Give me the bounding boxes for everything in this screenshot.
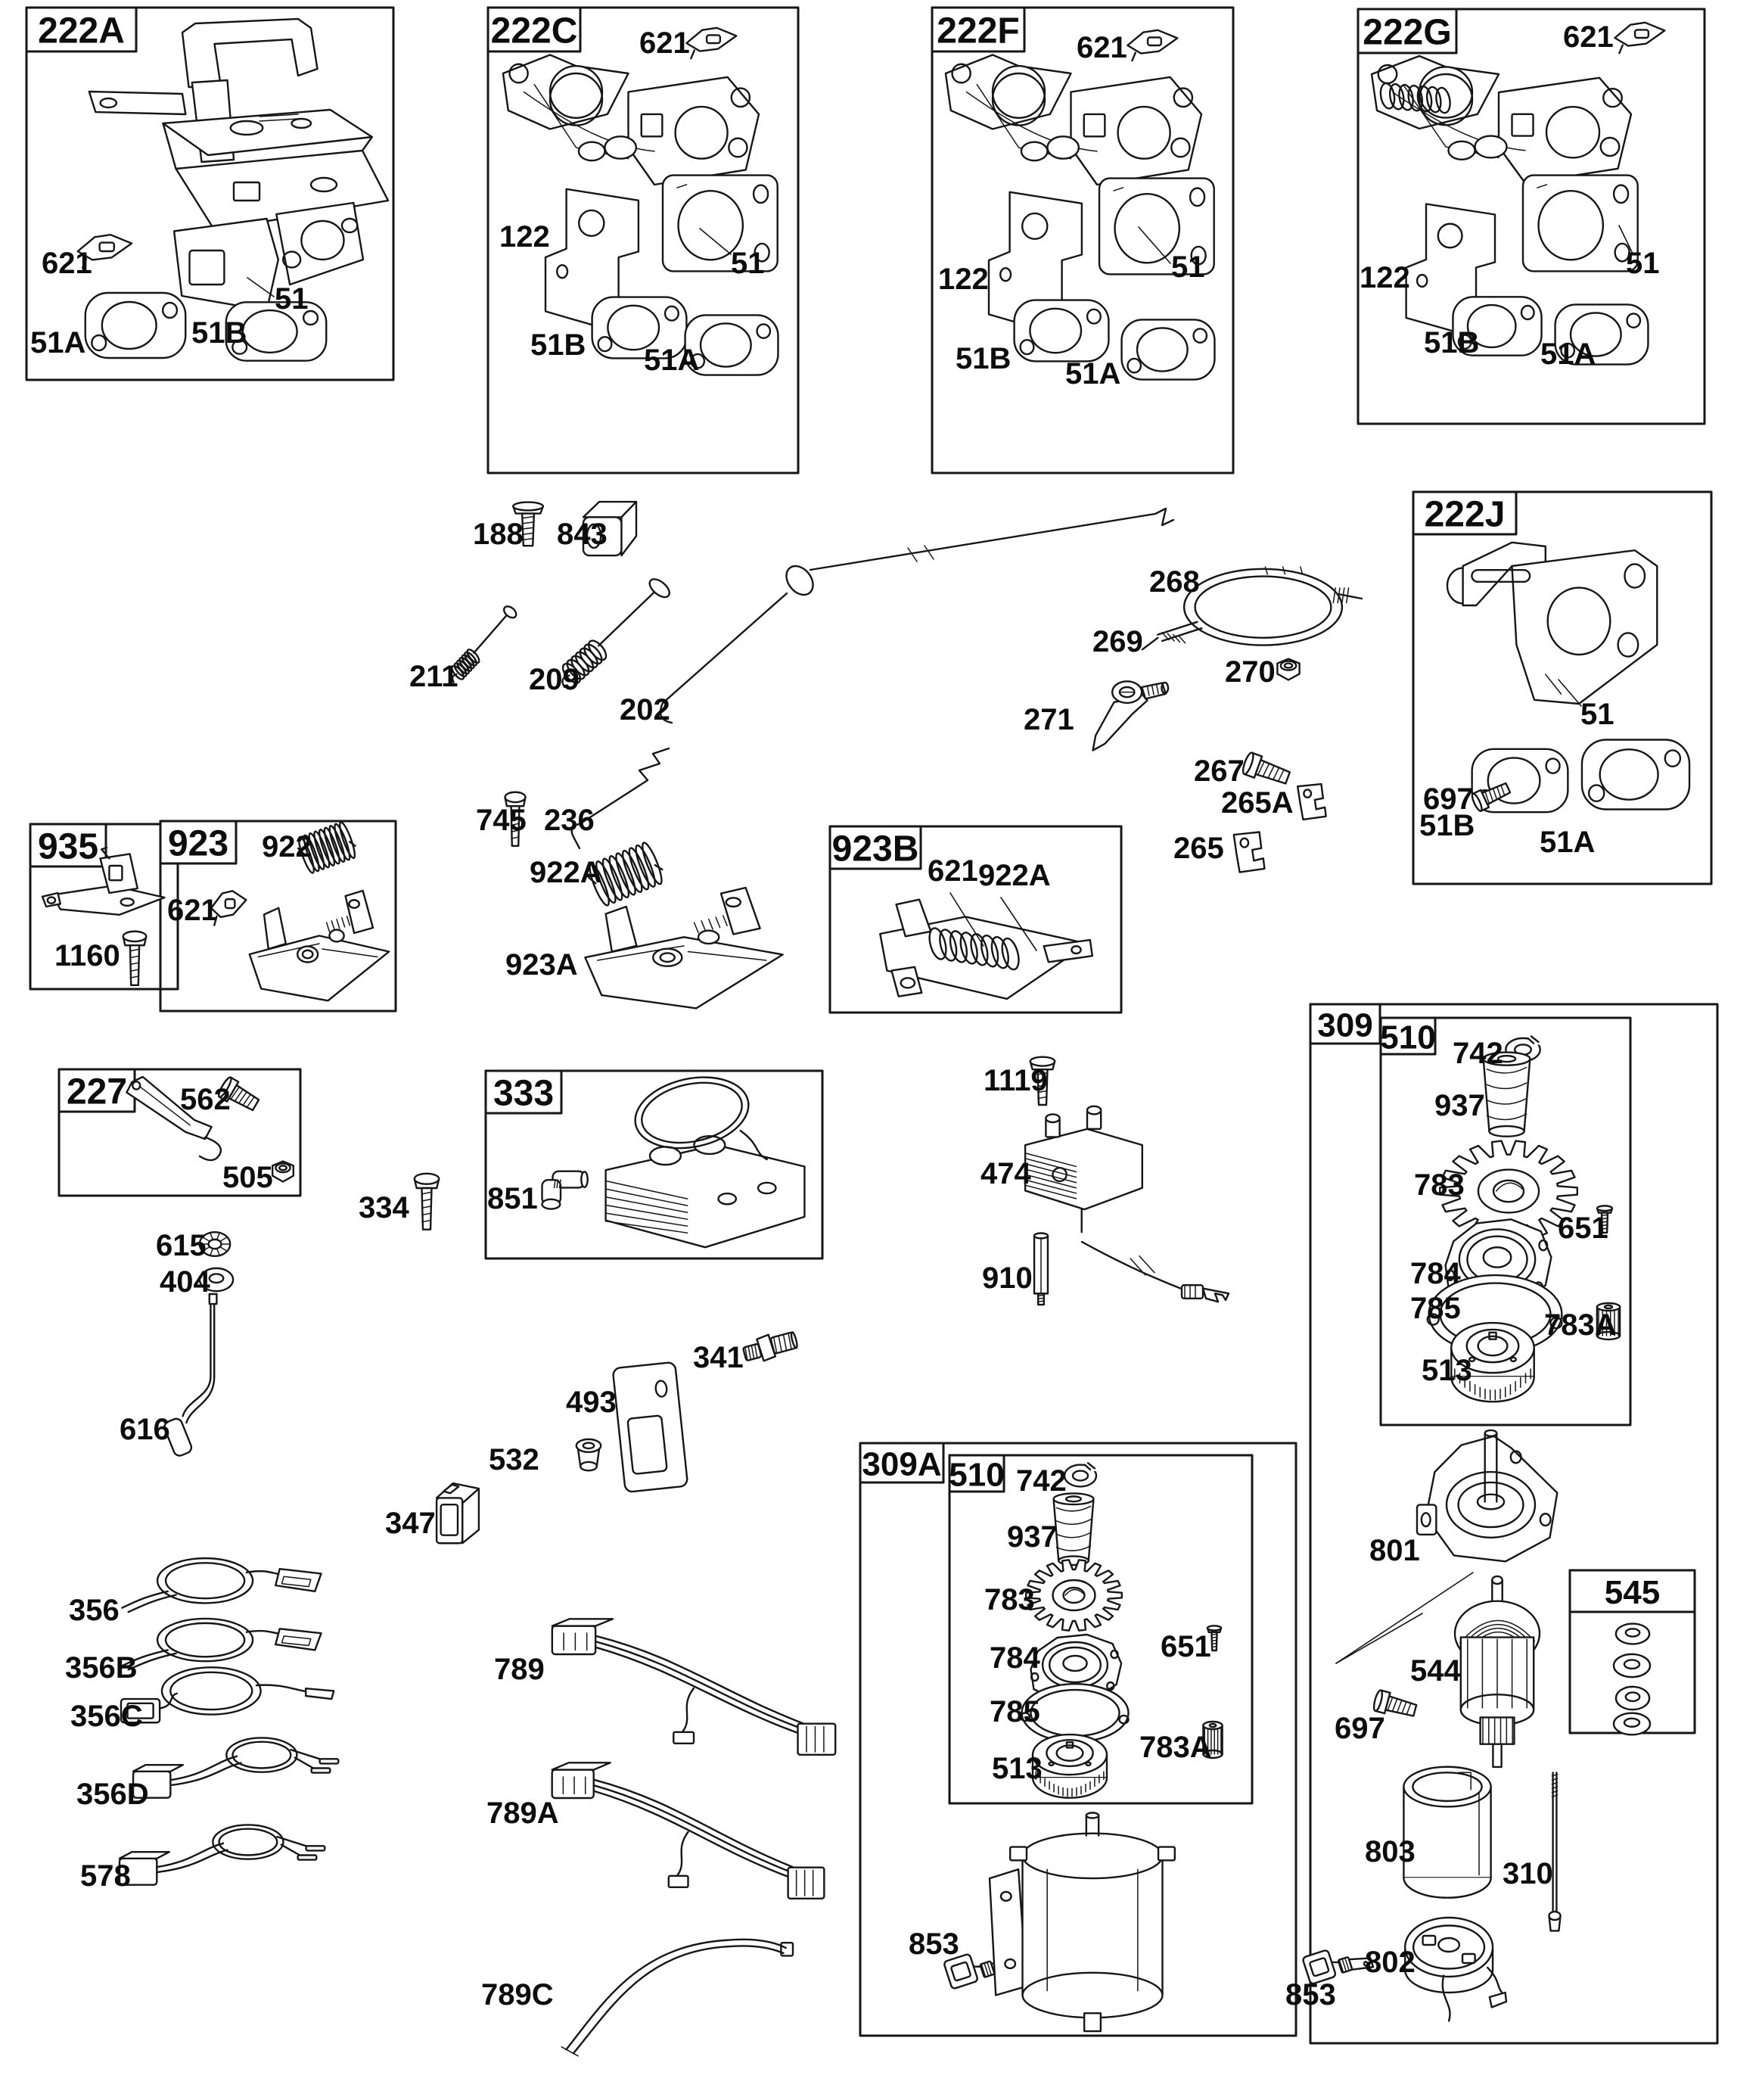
figure-washer-545-icon [1614, 1654, 1650, 1677]
figure-cover-plate-493-icon [613, 1362, 688, 1492]
part-label-802: 802 [1365, 1946, 1416, 1979]
part-label-853: 853 [1285, 1978, 1336, 2011]
part-label-922A: 922A [978, 859, 1051, 892]
section-label-309: 309 [1317, 1006, 1373, 1044]
section-label-923: 923 [167, 823, 229, 864]
part-label-562: 562 [180, 1083, 231, 1116]
part-label-513: 513 [1422, 1354, 1472, 1387]
figure-armature-lead-icon [1082, 1242, 1229, 1302]
figure-control-bracket-923-icon [250, 891, 389, 1000]
part-label-784: 784 [990, 1641, 1040, 1675]
part-label-937: 937 [1434, 1089, 1485, 1122]
part-label-341: 341 [693, 1341, 744, 1374]
figure-through-bolt-310-icon [1549, 1772, 1561, 1930]
part-label-268: 268 [1149, 565, 1200, 599]
figure-bracket-assembly-222G-icon [1372, 56, 1631, 183]
part-label-1119: 1119 [984, 1064, 1048, 1097]
figure-retainer-742-icon [1064, 1461, 1097, 1487]
part-label-356D: 356D [76, 1778, 149, 1811]
figure-stop-switch-347-icon [437, 1483, 479, 1543]
part-label-202: 202 [620, 693, 670, 726]
part-label-742: 742 [1016, 1464, 1067, 1498]
figure-washer-545-icon [1616, 1687, 1649, 1710]
figure-wire-356C-icon [121, 1667, 334, 1722]
part-label-267: 267 [1194, 754, 1245, 788]
figure-lever-271-icon [1093, 681, 1168, 750]
leader-line [1336, 1613, 1422, 1663]
figure-screw-334-icon [415, 1174, 439, 1230]
figure-washer-545-icon [1616, 1624, 1649, 1644]
section-label-545: 545 [1604, 1574, 1661, 1611]
part-label-651: 651 [1558, 1212, 1608, 1245]
figure-starter-motor-309A-icon [990, 1812, 1175, 2031]
figure-fitting-341-icon [741, 1328, 799, 1365]
part-label-236: 236 [544, 804, 595, 837]
part-label-51A: 51A [30, 326, 86, 359]
part-label-265A: 265A [1221, 786, 1294, 820]
part-label-513: 513 [992, 1752, 1043, 1785]
part-label-783A: 783A [1544, 1308, 1617, 1342]
section-label-333: 333 [493, 1073, 555, 1114]
figure-gear-housing-801-icon [1417, 1430, 1557, 1561]
figure-control-bracket-923B-icon [880, 900, 1092, 999]
part-label-51: 51 [1580, 698, 1614, 731]
part-label-265: 265 [1173, 832, 1224, 865]
section-label-227: 227 [66, 1072, 128, 1112]
part-label-51B: 51B [191, 316, 247, 350]
part-label-578: 578 [80, 1859, 131, 1893]
section-label-222F: 222F [937, 11, 1020, 51]
section-label-510-309A: 510 [949, 1456, 1005, 1494]
part-label-853: 853 [909, 1927, 959, 1961]
section-label-923B: 923B [831, 829, 919, 870]
part-label-271: 271 [1024, 703, 1074, 736]
part-label-209: 209 [529, 663, 580, 696]
part-label-51: 51 [731, 247, 765, 280]
part-label-51B: 51B [956, 342, 1012, 375]
part-label-789A: 789A [486, 1797, 559, 1830]
part-label-621: 621 [639, 26, 690, 60]
figure-grommet-532-icon [576, 1439, 601, 1470]
part-label-334: 334 [359, 1191, 409, 1224]
part-label-697: 697 [1335, 1712, 1385, 1745]
part-label-742: 742 [1453, 1037, 1503, 1070]
part-label-621: 621 [928, 854, 978, 888]
part-label-122: 122 [1360, 261, 1410, 294]
section-label-309A: 309A [862, 1445, 942, 1483]
figure-casing-clamp-265-icon [1234, 832, 1265, 873]
part-label-789: 789 [494, 1653, 545, 1686]
part-label-51A: 51A [1540, 338, 1596, 371]
part-label-843: 843 [557, 518, 608, 551]
part-label-51B: 51B [530, 328, 586, 362]
figure-motor-armature-544-icon [1455, 1576, 1540, 1767]
part-label-923A: 923A [505, 948, 578, 982]
figure-governor-crank-616-icon [163, 1294, 216, 1458]
part-label-783A: 783A [1139, 1731, 1212, 1764]
section-label-222A: 222A [38, 11, 125, 51]
figure-cable-789C-icon [561, 1940, 793, 2056]
part-label-621: 621 [42, 247, 92, 280]
figure-control-bracket-923A-icon [585, 888, 782, 1008]
figure-screw-267-icon [1241, 751, 1291, 789]
part-label-51B: 51B [1424, 326, 1480, 359]
part-label-922A: 922A [530, 856, 602, 889]
figure-gasket-51A-icon [85, 293, 185, 358]
figure-ignition-armature-333-icon [606, 1068, 805, 1248]
figure-armature-474-icon [1025, 1106, 1142, 1232]
part-label-1160: 1160 [54, 939, 120, 972]
section-label-222C: 222C [490, 11, 578, 51]
part-label-51: 51 [1626, 247, 1660, 280]
part-label-269: 269 [1092, 625, 1143, 658]
part-label-745: 745 [476, 804, 527, 837]
section-label-222G: 222G [1363, 12, 1452, 53]
figure-harness-789-icon [552, 1619, 835, 1754]
part-label-801: 801 [1369, 1534, 1420, 1567]
part-label-356: 356 [69, 1594, 120, 1627]
figure-gear-783-icon [1026, 1560, 1122, 1630]
figure-harness-789A-icon [552, 1762, 825, 1898]
part-label-616: 616 [120, 1413, 170, 1446]
part-label-505: 505 [222, 1161, 273, 1194]
section-label-222J: 222J [1424, 494, 1506, 535]
part-label-51B: 51B [1419, 809, 1475, 842]
figure-nut-505-icon [272, 1162, 294, 1182]
figure-bracket-222J-icon [1447, 543, 1657, 704]
figure-wire-578-icon [120, 1825, 325, 1884]
part-label-51A: 51A [1540, 826, 1596, 859]
part-label-493: 493 [566, 1386, 617, 1419]
figure-wire-356B-icon [122, 1619, 321, 1669]
section-label-935: 935 [37, 826, 99, 867]
part-label-621: 621 [1077, 31, 1127, 64]
part-label-697: 697 [1423, 782, 1474, 816]
part-label-910: 910 [982, 1262, 1033, 1295]
figure-casing-clamp-265A-icon [1297, 784, 1325, 820]
part-label-922: 922 [262, 830, 312, 863]
part-label-532: 532 [489, 1443, 539, 1476]
part-label-785: 785 [990, 1695, 1040, 1728]
part-label-51: 51 [275, 282, 309, 316]
part-label-270: 270 [1225, 655, 1276, 689]
part-label-783: 783 [984, 1583, 1035, 1616]
part-label-347: 347 [385, 1507, 436, 1540]
part-label-122: 122 [499, 220, 550, 254]
figure-terminal-boot-851-icon [542, 1171, 588, 1209]
figure-wire-356-icon [122, 1558, 321, 1612]
figure-gasket-51A-icon [1122, 319, 1215, 379]
figure-clip-621-icon [1127, 30, 1177, 61]
part-label-356B: 356B [65, 1651, 138, 1685]
part-label-803: 803 [1365, 1835, 1416, 1868]
part-label-51A: 51A [644, 344, 700, 377]
part-label-851: 851 [487, 1182, 538, 1215]
part-label-51: 51 [1171, 250, 1205, 284]
part-label-404: 404 [160, 1265, 210, 1299]
figure-standoff-910-icon [1034, 1234, 1048, 1305]
figure-gasket-51A-icon [1582, 739, 1689, 809]
figure-wire-356D-icon [133, 1738, 338, 1797]
figure-worm-gear-937-icon [1054, 1493, 1094, 1565]
figure-bracket-assembly-222F-icon [946, 55, 1201, 185]
figure-washer-545-icon [1614, 1713, 1650, 1735]
figure-governor-link-202-icon [660, 509, 1173, 723]
part-label-651: 651 [1161, 1630, 1211, 1663]
part-label-783: 783 [1414, 1168, 1465, 1202]
part-label-937: 937 [1007, 1520, 1058, 1554]
part-label-615: 615 [156, 1229, 207, 1262]
section-label-510-309: 510 [1380, 1019, 1436, 1056]
figure-clip-621-icon [1614, 23, 1664, 53]
part-label-122: 122 [938, 263, 989, 296]
figure-spring-link-211-icon [450, 604, 518, 682]
leader-line [1336, 1573, 1473, 1663]
part-label-474: 474 [981, 1157, 1031, 1190]
figure-gasket-51B-icon [1015, 300, 1109, 362]
part-label-310: 310 [1503, 1857, 1553, 1890]
figure-screw-1160-icon [123, 932, 147, 985]
part-label-211: 211 [409, 660, 458, 693]
figure-nut-270-icon [1277, 659, 1299, 680]
part-label-785: 785 [1410, 1292, 1461, 1325]
part-label-356C: 356C [70, 1700, 143, 1733]
part-label-51A: 51A [1065, 357, 1121, 390]
part-label-544: 544 [1410, 1654, 1461, 1688]
part-label-188: 188 [473, 518, 524, 551]
figure-gasket-51-icon [1523, 176, 1638, 272]
figure-clip-621-icon [686, 28, 736, 58]
part-label-789C: 789C [481, 1978, 554, 2011]
figure-brush-end-cap-802-icon [1405, 1918, 1506, 2021]
figure-clutch-513-icon [1033, 1734, 1107, 1798]
figure-bracket-assembly-222C-icon [503, 55, 759, 185]
part-label-621: 621 [167, 894, 218, 927]
figure-motor-housing-803-icon [1403, 1767, 1490, 1898]
part-label-621: 621 [1563, 20, 1614, 54]
part-label-784: 784 [1410, 1257, 1461, 1290]
